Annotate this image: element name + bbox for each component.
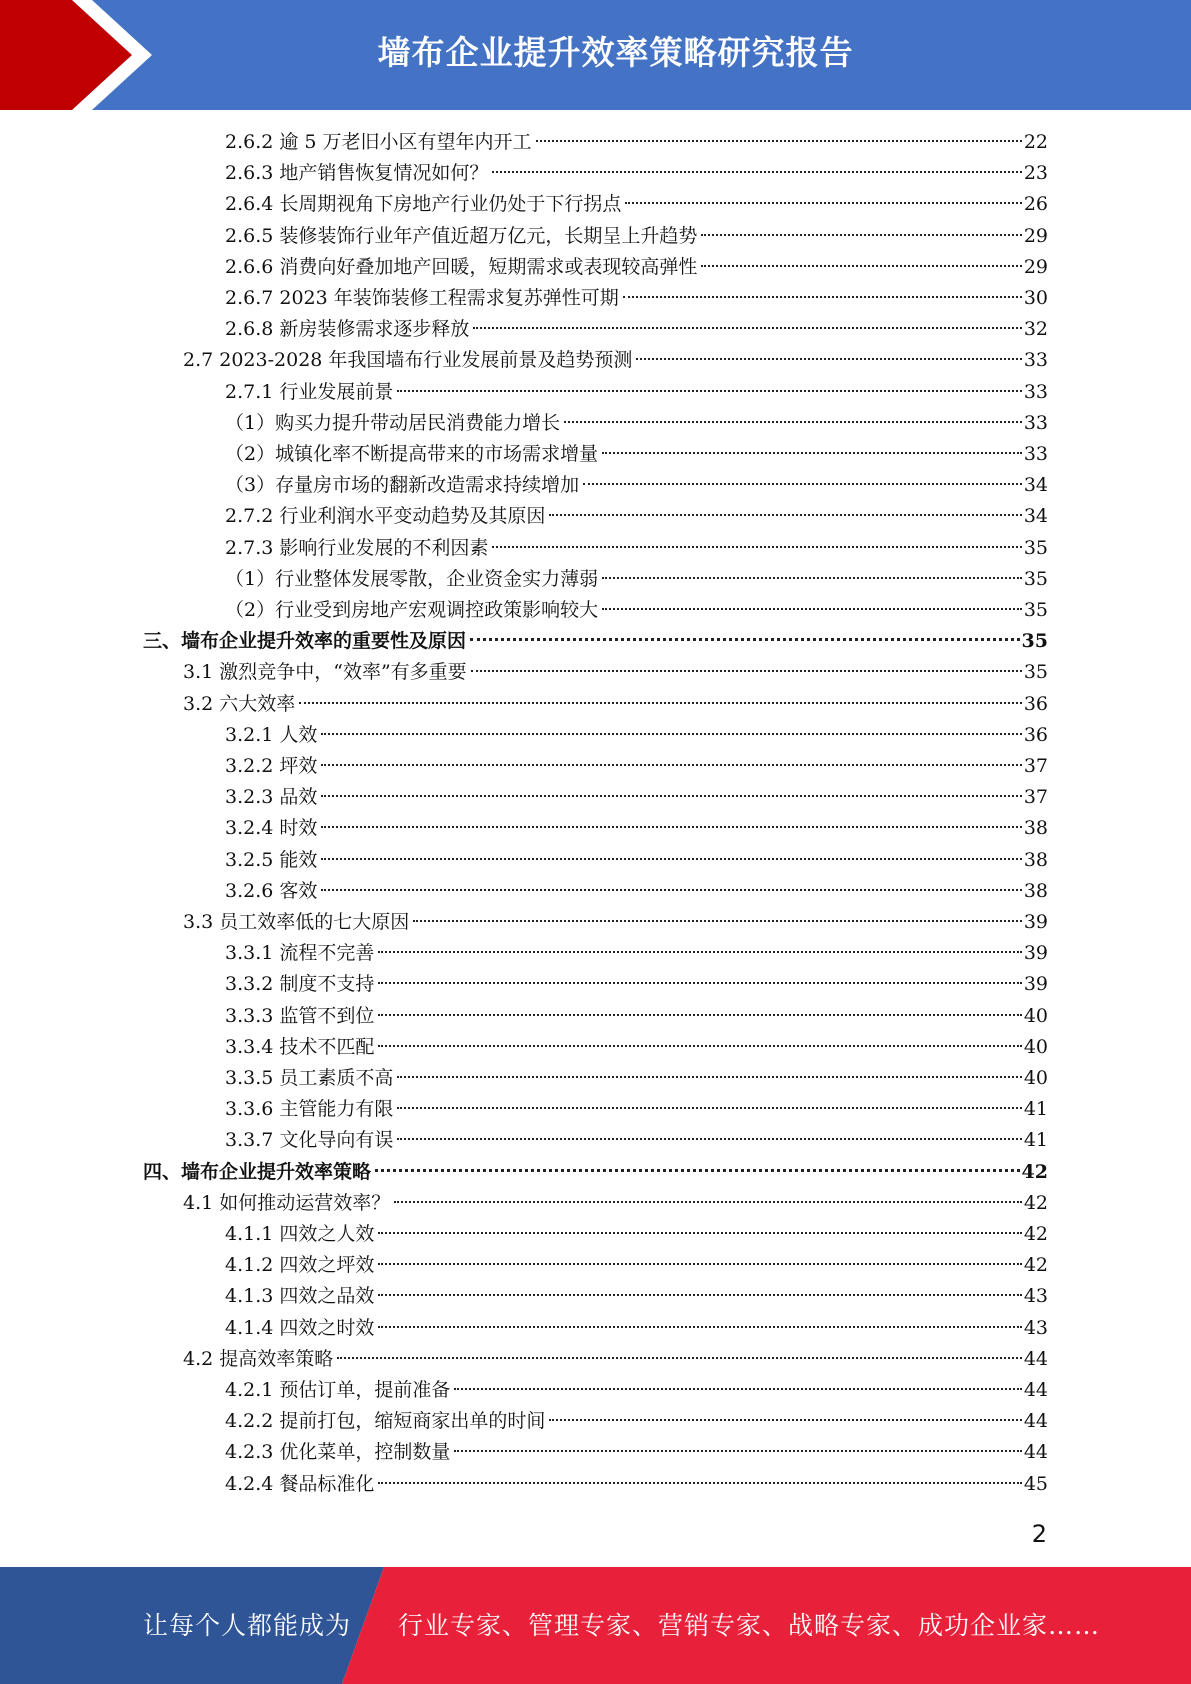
toc-entry-title: 3.2.2 坪效 <box>225 755 318 777</box>
toc-entry-page: 38 <box>1023 880 1048 902</box>
toc-entry-page: 42 <box>1023 1254 1048 1276</box>
toc-dot-leader <box>378 1045 1021 1047</box>
toc-entry-page: 37 <box>1023 786 1048 808</box>
toc-entry-title: 2.6.6 消费向好叠加地产回暖，短期需求或表现较高弹性 <box>225 256 698 278</box>
toc-entry[interactable] <box>225 127 1048 158</box>
toc-entry-title: 2.6.4 长周期视角下房地产行业仍处于下行拐点 <box>225 193 622 215</box>
toc-entry-page: 33 <box>1023 412 1048 434</box>
toc-dot-leader <box>602 452 1022 454</box>
toc-dot-leader <box>321 858 1021 860</box>
toc-entry[interactable] <box>225 1250 1048 1281</box>
toc-dot-leader <box>321 733 1021 735</box>
toc-dot-leader <box>375 1169 1020 1172</box>
toc-entry-title: 4.1.2 四效之坪效 <box>225 1254 375 1276</box>
toc-dot-leader <box>701 234 1021 236</box>
toc-entry[interactable] <box>183 689 1048 720</box>
toc-entry[interactable] <box>225 751 1048 782</box>
toc-entry-page: 35 <box>1023 568 1048 590</box>
toc-entry-title: （2）城镇化率不断提高带来的市场需求增量 <box>225 443 599 465</box>
toc-dot-leader <box>549 1419 1021 1421</box>
toc-dot-leader <box>471 670 1022 672</box>
toc-entry[interactable] <box>183 1188 1048 1219</box>
toc-entry[interactable] <box>225 1219 1048 1250</box>
toc-entry-title: 3.3.5 员工素质不高 <box>225 1067 394 1089</box>
toc-entry[interactable] <box>225 439 1048 470</box>
toc-entry-title: 3.3.2 制度不支持 <box>225 973 375 995</box>
toc-entry-page: 26 <box>1023 193 1048 215</box>
toc-entry-title: 3.2 六大效率 <box>183 693 296 715</box>
toc-entry-page: 30 <box>1023 287 1048 309</box>
toc-dot-leader <box>602 608 1022 610</box>
toc-entry-page: 43 <box>1023 1317 1048 1339</box>
toc-entry-page: 45 <box>1023 1473 1048 1495</box>
toc-dot-leader <box>378 951 1021 953</box>
footer-band <box>0 1567 1191 1684</box>
toc-entry-page: 44 <box>1023 1348 1048 1370</box>
toc-entry[interactable] <box>225 158 1048 189</box>
toc-dot-leader <box>564 421 1022 423</box>
toc-entry-title: 4.2 提高效率策略 <box>183 1348 334 1370</box>
toc-dot-leader <box>378 1014 1021 1016</box>
toc-entry-title: 2.7.2 行业利润水平变动趋势及其原因 <box>225 505 546 527</box>
toc-entry[interactable] <box>225 969 1048 1000</box>
toc-entry-title: 3.2.3 品效 <box>225 786 318 808</box>
toc-entry[interactable] <box>225 221 1048 252</box>
toc-entry-title: 3.3.1 流程不完善 <box>225 942 375 964</box>
toc-entry-page: 32 <box>1023 318 1048 340</box>
toc-entry[interactable] <box>225 314 1048 345</box>
toc-entry[interactable] <box>225 1001 1048 1032</box>
toc-entry[interactable] <box>143 626 1048 657</box>
toc-entry-title: 2.6.3 地产销售恢复情况如何？ <box>225 162 489 184</box>
toc-entry[interactable] <box>225 1375 1048 1406</box>
toc-entry[interactable] <box>225 1313 1048 1344</box>
toc-entry-title: 4.1.4 四效之时效 <box>225 1317 375 1339</box>
toc-dot-leader <box>536 140 1022 142</box>
toc-dot-leader <box>378 1294 1021 1296</box>
toc-entry-page: 29 <box>1023 256 1048 278</box>
toc-dot-leader <box>378 1232 1021 1234</box>
toc-entry[interactable] <box>225 1125 1048 1156</box>
toc-entry[interactable] <box>225 470 1048 501</box>
toc-dot-leader <box>549 514 1021 516</box>
toc-entry-page: 39 <box>1023 911 1048 933</box>
page-number: 2 <box>1031 1520 1047 1548</box>
toc-entry-page: 44 <box>1023 1441 1048 1463</box>
toc-dot-leader <box>321 764 1021 766</box>
toc-entry-page: 33 <box>1023 381 1048 403</box>
toc-entry-page: 44 <box>1023 1379 1048 1401</box>
toc-entry-page: 35 <box>1023 599 1048 621</box>
toc-entry-page: 43 <box>1023 1285 1048 1307</box>
toc-entry-page: 23 <box>1023 162 1048 184</box>
toc-entry[interactable] <box>225 1063 1048 1094</box>
toc-entry-page: 36 <box>1023 724 1048 746</box>
toc-entry[interactable] <box>225 876 1048 907</box>
toc-entry[interactable] <box>183 345 1048 376</box>
toc-entry[interactable] <box>143 1157 1048 1188</box>
toc-dot-leader <box>321 826 1021 828</box>
toc-dot-leader <box>623 296 1022 298</box>
toc-entry-title: 3.1 激烈竞争中，“效率”有多重要 <box>183 661 467 683</box>
toc-dot-leader <box>321 795 1021 797</box>
toc-entry-title: 2.6.2 逾 5 万老旧小区有望年内开工 <box>225 131 532 153</box>
toc-dot-leader <box>397 1107 1021 1109</box>
toc-entry-title: （2）行业受到房地产宏观调控政策影响较大 <box>225 599 599 621</box>
toc-entry-title: 3.2.4 时效 <box>225 817 318 839</box>
toc-entry[interactable] <box>225 720 1048 751</box>
toc-entry-page: 35 <box>1023 537 1048 559</box>
toc-entry-page: 39 <box>1023 973 1048 995</box>
toc-entry[interactable] <box>225 283 1048 314</box>
toc-entry-page: 39 <box>1023 942 1048 964</box>
toc-entry[interactable] <box>225 1281 1048 1312</box>
toc-entry-page: 40 <box>1023 1067 1048 1089</box>
toc-entry-page: 40 <box>1023 1005 1048 1027</box>
toc-entry-title: 三、墙布企业提升效率的重要性及原因 <box>143 630 467 652</box>
toc-dot-leader <box>473 327 1021 329</box>
toc-entry[interactable] <box>183 657 1048 688</box>
toc-dot-leader <box>397 1138 1021 1140</box>
toc-entry-title: 4.2.3 优化菜单，控制数量 <box>225 1441 451 1463</box>
toc-dot-leader <box>583 483 1022 485</box>
toc-entry[interactable] <box>225 252 1048 283</box>
toc-entry-title: 3.3 员工效率低的七大原因 <box>183 911 410 933</box>
toc-entry-page: 29 <box>1023 225 1048 247</box>
toc-entry-title: 2.6.7 2023 年装饰装修工程需求复苏弹性可期 <box>225 287 619 309</box>
toc-entry[interactable] <box>225 1406 1048 1437</box>
toc-dot-leader <box>413 920 1022 922</box>
toc-dot-leader <box>337 1357 1022 1359</box>
toc-dot-leader <box>299 702 1022 704</box>
toc-entry-page: 41 <box>1023 1129 1048 1151</box>
toc-dot-leader <box>602 577 1022 579</box>
toc-entry-page: 42 <box>1023 1192 1048 1214</box>
toc-entry-title: 4.1.1 四效之人效 <box>225 1223 375 1245</box>
toc-entry-page: 36 <box>1023 693 1048 715</box>
toc-entry-page: 33 <box>1023 349 1048 371</box>
toc-entry-page: 42 <box>1021 1161 1048 1183</box>
toc-entry[interactable] <box>225 782 1048 813</box>
toc-entry-title: 3.3.6 主管能力有限 <box>225 1098 394 1120</box>
toc-entry[interactable] <box>225 408 1048 439</box>
toc-entry-page: 34 <box>1023 505 1048 527</box>
toc-entry-title: 3.3.4 技术不匹配 <box>225 1036 375 1058</box>
toc-dot-leader <box>378 982 1021 984</box>
toc-entry-page: 42 <box>1023 1223 1048 1245</box>
toc-dot-leader <box>394 1201 1022 1203</box>
toc-entry-page: 38 <box>1023 849 1048 871</box>
report-title: 墙布企业提升效率策略研究报告 <box>377 33 854 72</box>
toc-entry-title: 2.7.3 影响行业发展的不利因素 <box>225 537 489 559</box>
toc-dot-leader <box>378 1326 1021 1328</box>
toc-entry[interactable] <box>225 1094 1048 1125</box>
footer-slogan-right: 行业专家、管理专家、营销专家、战略专家、成功企业家…… <box>398 1611 1101 1640</box>
toc-entry-title: 4.2.1 预估订单，提前准备 <box>225 1379 451 1401</box>
toc-dot-leader <box>397 1076 1021 1078</box>
toc-dot-leader <box>701 265 1021 267</box>
toc-dot-leader <box>470 638 1020 641</box>
toc-entry-title: 3.3.7 文化导向有误 <box>225 1129 394 1151</box>
toc-entry-title: 3.3.3 监管不到位 <box>225 1005 375 1027</box>
toc-entry-page: 35 <box>1021 630 1048 652</box>
toc-dot-leader <box>636 358 1021 360</box>
toc-entry-page: 22 <box>1023 131 1048 153</box>
toc-entry[interactable] <box>225 533 1048 564</box>
toc-entry[interactable] <box>225 938 1048 969</box>
toc-entry-page: 40 <box>1023 1036 1048 1058</box>
toc-dot-leader <box>625 202 1021 204</box>
toc-entry-page: 33 <box>1023 443 1048 465</box>
toc-entry-title: 4.1 如何推动运营效率？ <box>183 1192 391 1214</box>
toc-entry-title: 3.2.5 能效 <box>225 849 318 871</box>
toc-entry[interactable] <box>225 595 1048 626</box>
toc-entry-title: 2.6.5 装修装饰行业年产值近超万亿元，长期呈上升趋势 <box>225 225 698 247</box>
toc-entry-page: 34 <box>1023 474 1048 496</box>
toc-entry[interactable] <box>225 845 1048 876</box>
toc-entry-title: 四、墙布企业提升效率策略 <box>143 1161 372 1183</box>
toc-dot-leader <box>454 1388 1021 1390</box>
toc-entry[interactable] <box>183 907 1048 938</box>
toc-entry-page: 35 <box>1023 661 1048 683</box>
toc-entry[interactable] <box>225 1469 1048 1500</box>
toc-entry[interactable] <box>225 189 1048 220</box>
toc-entry-page: 44 <box>1023 1410 1048 1432</box>
toc-dot-leader <box>492 546 1021 548</box>
toc-entry[interactable] <box>225 377 1048 408</box>
toc-entry[interactable] <box>225 564 1048 595</box>
toc-entry[interactable] <box>225 501 1048 532</box>
toc-entry[interactable] <box>183 1344 1048 1375</box>
toc-dot-leader <box>321 889 1021 891</box>
toc-entry-title: 2.7 2023-2028 年我国墙布行业发展前景及趋势预测 <box>183 349 633 371</box>
toc-dot-leader <box>397 390 1021 392</box>
toc-entry-page: 37 <box>1023 755 1048 777</box>
toc-entry[interactable] <box>225 1032 1048 1063</box>
toc-entry-title: （1）购买力提升带动居民消费能力增长 <box>225 412 561 434</box>
toc-entry[interactable] <box>225 813 1048 844</box>
toc-dot-leader <box>378 1263 1021 1265</box>
toc-entry-title: （1）行业整体发展零散，企业资金实力薄弱 <box>225 568 599 590</box>
toc-entry-title: 4.2.4 餐品标准化 <box>225 1473 375 1495</box>
toc-dot-leader <box>378 1482 1021 1484</box>
toc-entry-title: 3.2.6 客效 <box>225 880 318 902</box>
toc-entry-title: （3）存量房市场的翻新改造需求持续增加 <box>225 474 580 496</box>
toc-entry-title: 2.7.1 行业发展前景 <box>225 381 394 403</box>
toc-entry-page: 41 <box>1023 1098 1048 1120</box>
toc-dot-leader <box>454 1450 1021 1452</box>
toc-entry-title: 4.2.2 提前打包，缩短商家出单的时间 <box>225 1410 546 1432</box>
toc-entry-title: 4.1.3 四效之品效 <box>225 1285 375 1307</box>
toc-entry[interactable] <box>225 1437 1048 1468</box>
footer-slogan-left: 让每个人都能成为 <box>143 1611 352 1640</box>
toc-entry-title: 2.6.8 新房装修需求逐步释放 <box>225 318 470 340</box>
toc-entry-page: 38 <box>1023 817 1048 839</box>
toc-entry-title: 3.2.1 人效 <box>225 724 318 746</box>
report-header-band <box>0 0 1191 110</box>
toc-dot-leader <box>492 171 1021 173</box>
